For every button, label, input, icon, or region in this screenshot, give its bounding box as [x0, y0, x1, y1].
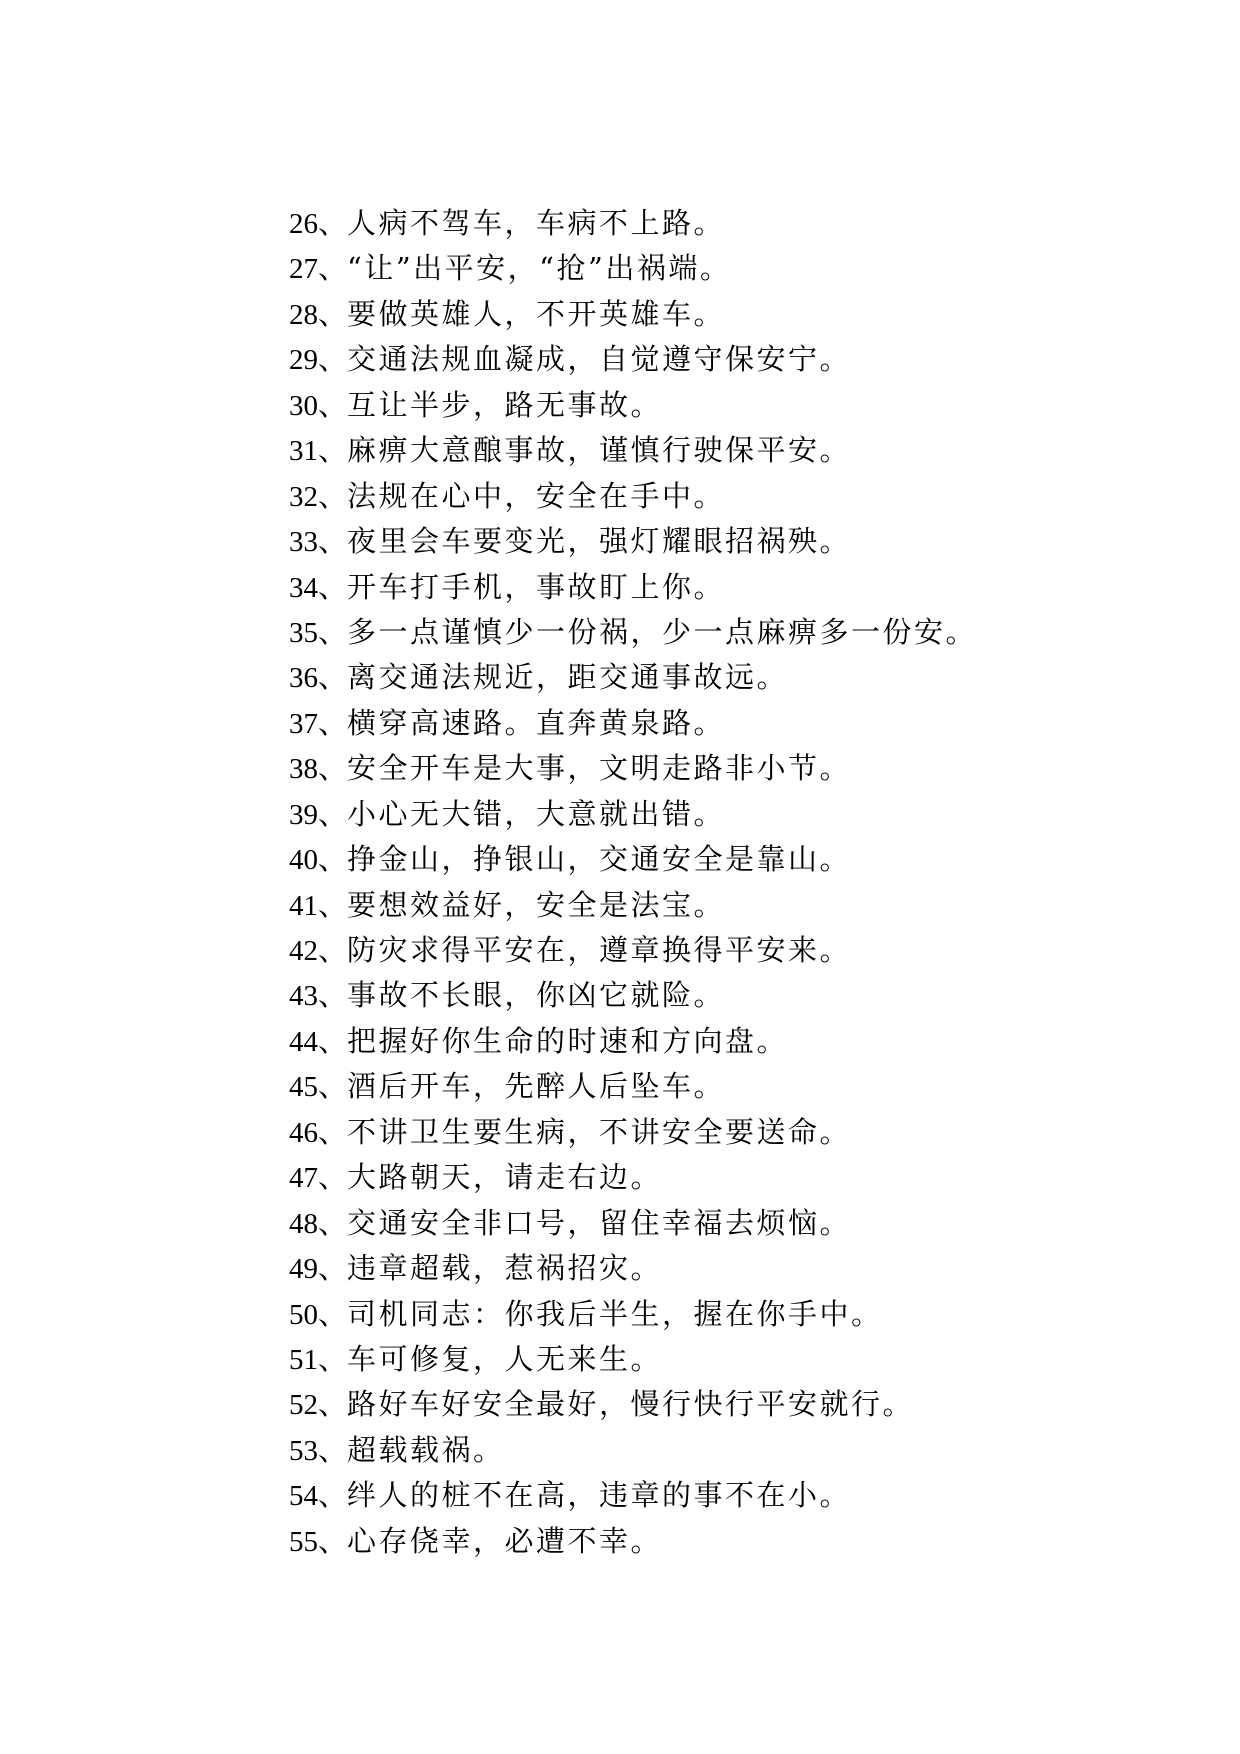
list-item	[289, 1019, 977, 1064]
list-item	[289, 792, 977, 837]
item-separator: 、	[318, 933, 348, 967]
item-number: 36	[289, 662, 318, 695]
item-separator: 、	[318, 614, 348, 649]
item-text: 交通安全非口号，留住幸福去烦恼。	[347, 1205, 852, 1240]
item-text: 安全开车是大事，文明走路非小节。	[347, 751, 852, 786]
item-text: 防灾求得平安在，遵章换得平安来。	[347, 933, 852, 967]
list-item	[289, 1292, 977, 1337]
item-separator: 、	[318, 387, 348, 422]
item-text: 要做英雄人，不开英雄车。	[347, 296, 726, 331]
item-text: 法规在心中，安全在手中。	[347, 478, 726, 513]
item-text: 违章超载，惹祸招灾。	[347, 1251, 663, 1286]
item-number: 51	[289, 1343, 318, 1376]
item-text: 挣金山，挣银山，交通安全是靠山。	[347, 842, 852, 877]
item-text: 把握好你生命的时速和方向盘。	[347, 1023, 789, 1058]
item-separator: 、	[318, 478, 348, 513]
item-number: 50	[289, 1298, 318, 1331]
item-text: 夜里会车要变光，强灯耀眼招祸殃。	[347, 524, 852, 559]
list-item	[289, 519, 977, 564]
list-item	[289, 1519, 977, 1564]
list-item	[289, 928, 977, 973]
item-text: 司机同志：你我后半生，握在你手中。	[347, 1296, 883, 1331]
item-separator: 、	[318, 842, 348, 877]
item-separator: 、	[318, 1341, 348, 1376]
item-separator: 、	[318, 1069, 348, 1104]
item-text: 小心无大错，大意就出错。	[347, 796, 726, 831]
item-number: 47	[289, 1162, 318, 1195]
list-item	[289, 246, 977, 291]
item-separator: 、	[318, 1251, 348, 1286]
item-number: 34	[289, 571, 318, 604]
item-separator: 、	[318, 660, 348, 695]
item-number: 37	[289, 707, 318, 740]
item-number: 49	[289, 1253, 318, 1286]
list-item	[289, 428, 977, 473]
slogan-list	[289, 201, 977, 1564]
list-item	[289, 610, 977, 655]
item-separator: 、	[318, 296, 348, 331]
item-text: 超载载祸。	[347, 1432, 505, 1467]
item-separator: 、	[318, 751, 348, 786]
item-text: 开车打手机，事故盯上你。	[347, 569, 726, 604]
item-separator: 、	[318, 887, 348, 922]
item-number: 38	[289, 753, 318, 786]
item-separator: 、	[318, 569, 348, 604]
list-item	[289, 337, 977, 382]
item-text: 心存侥幸，必遭不幸。	[347, 1523, 663, 1558]
item-text: 不讲卫生要生病，不讲安全要送命。	[347, 1114, 852, 1149]
item-number: 42	[289, 935, 318, 967]
item-number: 27	[289, 253, 318, 286]
item-number: 28	[289, 298, 318, 331]
item-separator: 、	[318, 1160, 348, 1195]
list-item	[289, 474, 977, 519]
item-separator: 、	[318, 251, 348, 286]
list-item	[289, 837, 977, 882]
item-separator: 、	[318, 1387, 348, 1422]
item-number: 35	[289, 616, 318, 649]
item-separator: 、	[318, 1205, 348, 1240]
list-item	[289, 1110, 977, 1155]
list-item	[289, 1337, 977, 1382]
item-separator: 、	[318, 1023, 348, 1058]
item-separator: 、	[318, 796, 348, 831]
item-text: 互让半步，路无事故。	[347, 387, 663, 422]
list-item	[289, 1428, 977, 1473]
item-text: 绊人的桩不在高，违章的事不在小。	[347, 1478, 852, 1513]
item-number: 52	[289, 1389, 318, 1422]
item-text: 离交通法规近，距交通事故远。	[347, 660, 789, 695]
item-number: 44	[289, 1025, 318, 1058]
item-text: 事故不长眼，你凶它就险。	[347, 978, 726, 1013]
item-number: 26	[289, 208, 318, 240]
item-text: 要想效益好，安全是法宝。	[347, 887, 726, 922]
list-item	[289, 746, 977, 791]
list-item	[289, 1246, 977, 1291]
item-number: 33	[289, 526, 318, 559]
list-item	[289, 1064, 977, 1109]
list-item	[289, 201, 977, 246]
list-item	[289, 565, 977, 610]
item-number: 32	[289, 480, 318, 513]
item-number: 29	[289, 344, 318, 377]
list-item	[289, 973, 977, 1018]
item-separator: 、	[318, 1523, 348, 1558]
item-number: 41	[289, 889, 318, 922]
item-text: 麻痹大意酿事故，谨慎行驶保平安。	[347, 433, 852, 468]
item-separator: 、	[318, 433, 348, 468]
item-number: 39	[289, 798, 318, 831]
item-text: 横穿高速路。直奔黄泉路。	[347, 705, 726, 740]
item-separator: 、	[318, 1478, 348, 1513]
item-text: 路好车好安全最好，慢行快行平安就行。	[347, 1387, 915, 1422]
item-number: 30	[289, 389, 318, 422]
item-separator: 、	[318, 705, 348, 740]
item-separator: 、	[318, 1296, 348, 1331]
item-number: 43	[289, 980, 318, 1013]
item-number: 48	[289, 1207, 318, 1240]
item-number: 54	[289, 1480, 318, 1513]
item-text: 人病不驾车，车病不上路。	[347, 206, 726, 240]
item-number: 40	[289, 844, 318, 877]
list-item	[289, 1382, 977, 1427]
list-item	[289, 1155, 977, 1200]
list-item	[289, 1473, 977, 1518]
list-item	[289, 292, 977, 337]
item-number: 45	[289, 1071, 318, 1104]
item-separator: 、	[318, 1114, 348, 1149]
item-text: 酒后开车，先醉人后坠车。	[347, 1069, 726, 1104]
item-separator: 、	[318, 342, 348, 377]
item-separator: 、	[318, 524, 348, 559]
item-number: 46	[289, 1116, 318, 1149]
item-text: 大路朝天，请走右边。	[347, 1160, 663, 1195]
item-separator: 、	[318, 206, 348, 240]
item-text: 车可修复，人无来生。	[347, 1341, 663, 1376]
item-number: 31	[289, 435, 318, 468]
item-separator: 、	[318, 1432, 348, 1467]
item-text: “让”出平安，“抢”出祸端。	[347, 251, 732, 286]
list-item	[289, 701, 977, 746]
item-separator: 、	[318, 978, 348, 1013]
item-number: 53	[289, 1434, 318, 1467]
item-text: 多一点谨慎少一份祸，少一点麻痹多一份安。	[347, 614, 978, 649]
list-item	[289, 655, 977, 700]
list-item	[289, 883, 977, 928]
item-text: 交通法规血凝成，自觉遵守保安宁。	[347, 342, 852, 377]
list-item	[289, 1201, 977, 1246]
list-item	[289, 383, 977, 428]
item-number: 55	[289, 1525, 318, 1558]
